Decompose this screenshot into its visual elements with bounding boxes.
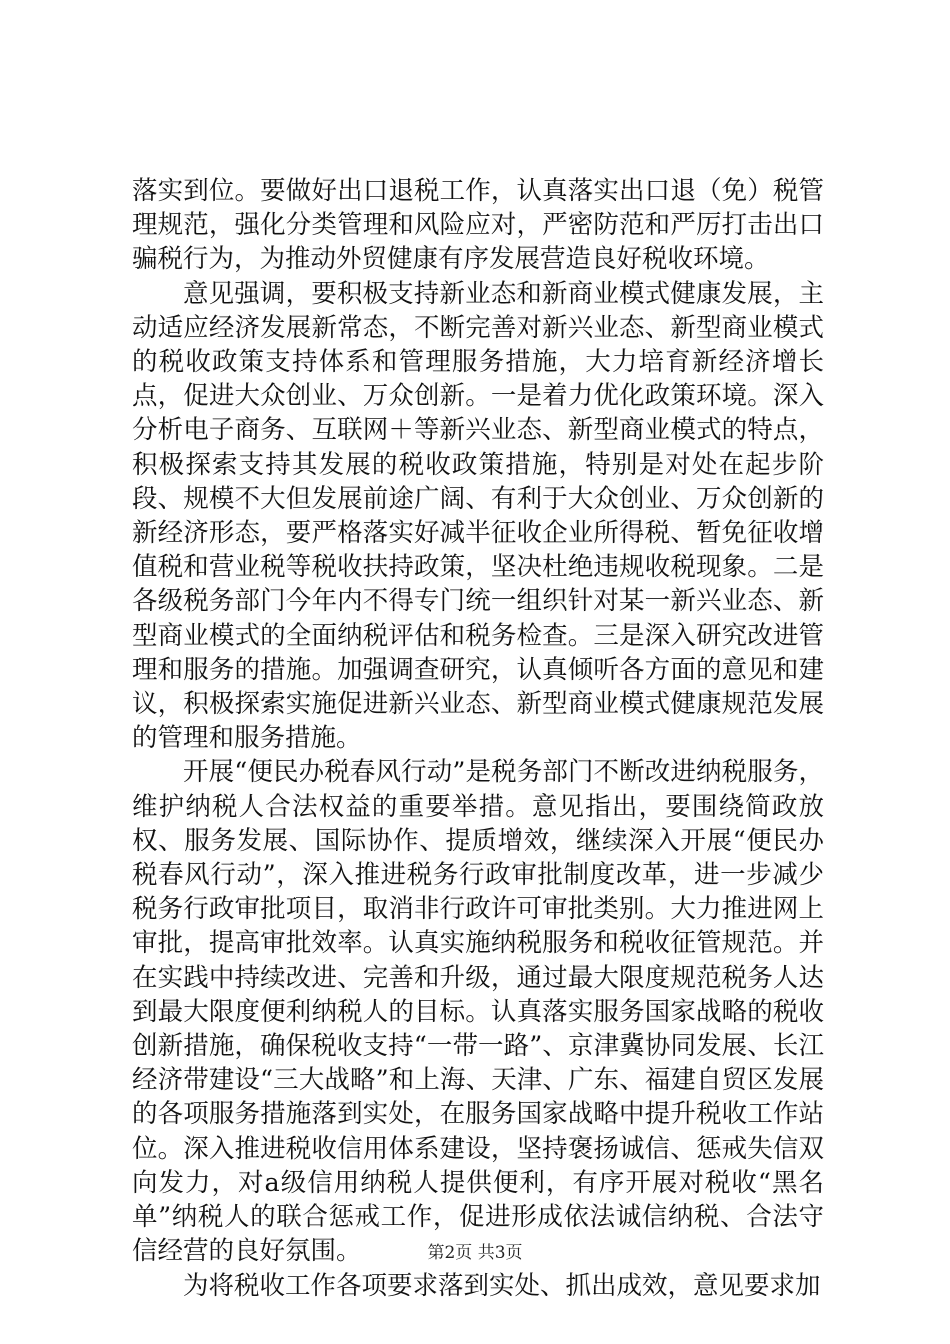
- document-body: [132, 174, 824, 1303]
- paragraph-spring-breeze-action: 开展“便民办税春风行动”是税务部门不断改进纳税服务，维护纳税人合法权益的重要举措。意见指出，要围绕简政放权、服务发展、国际协作、提质增效，继续深入开展“便民办税春风行动”，深入推进税务行政审批制度改革，进一步减少税务行政审批项目，取消非行政许可审批类别。大力推进网上审批，提高审批效率。认真实施纳税服务和税收征管规范。并在实践中持续改进、完善和升级，通过最大限度规范税务人达到最大限度便利纳税人的目标。认真落实服务国家战略的税收创新措施，确保税收支持“一带一路”、京津冀协同发展、长江经济带建设“三大战略”和上海、天津、广东、福建自贸区发展的各项服务措施落到实处，在服务国家战略中提升税收工作站位。深入推进税收信用体系建设，坚持褒扬诚信、惩戒失信双向发力，对a级信用纳税人提供便利，有序开展对税收“黑名单”纳税人的联合惩戒工作，促进形成依法诚信纳税、合法守信经营的良好氛围。: [132, 757, 824, 1267]
- paragraph-implementation: 为将税收工作各项要求落到实处、抓出成效，意见要求加: [183, 1270, 821, 1301]
- paragraph-continuation: 落实到位。要做好出口退税工作，认真落实出口退（免）税管理规范，强化分类管理和风险应对，严密防范和严厉打击出口骗税行为，为推动外贸健康有序发展营造良好税收环境。: [132, 176, 824, 275]
- page-number-footer: 第2页 共3页: [427, 1243, 523, 1263]
- paragraph-new-business-models: 意见强调，要积极支持新业态和新商业模式健康发展，主动适应经济发展新常态，不断完善对新兴业态、新型商业模式的税收政策支持体系和管理服务措施，大力培育新经济增长点，促进大众创业、万众创新。一是着力优化政策环境。深入分析电子商务、互联网＋等新兴业态、新型商业模式的特点，积极探索支持其发展的税收政策措施，特别是对处在起步阶段、规模不大但发展前途广阔、有利于大众创业、万众创新的新经济形态，要严格落实好减半征收企业所得税、暂免征收增值税和营业税等税收扶持政策，坚决杜绝违规收税现象。二是各级税务部门今年内不得专门统一组织针对某一新兴业态、新型商业模式的全面纳税评估和税务检查。三是深入研究改进管理和服务的措施。加强调查研究，认真倾听各方面的意见和建议，积极探索实施促进新兴业态、新型商业模式健康规范发展的管理和服务措施。: [132, 278, 824, 754]
